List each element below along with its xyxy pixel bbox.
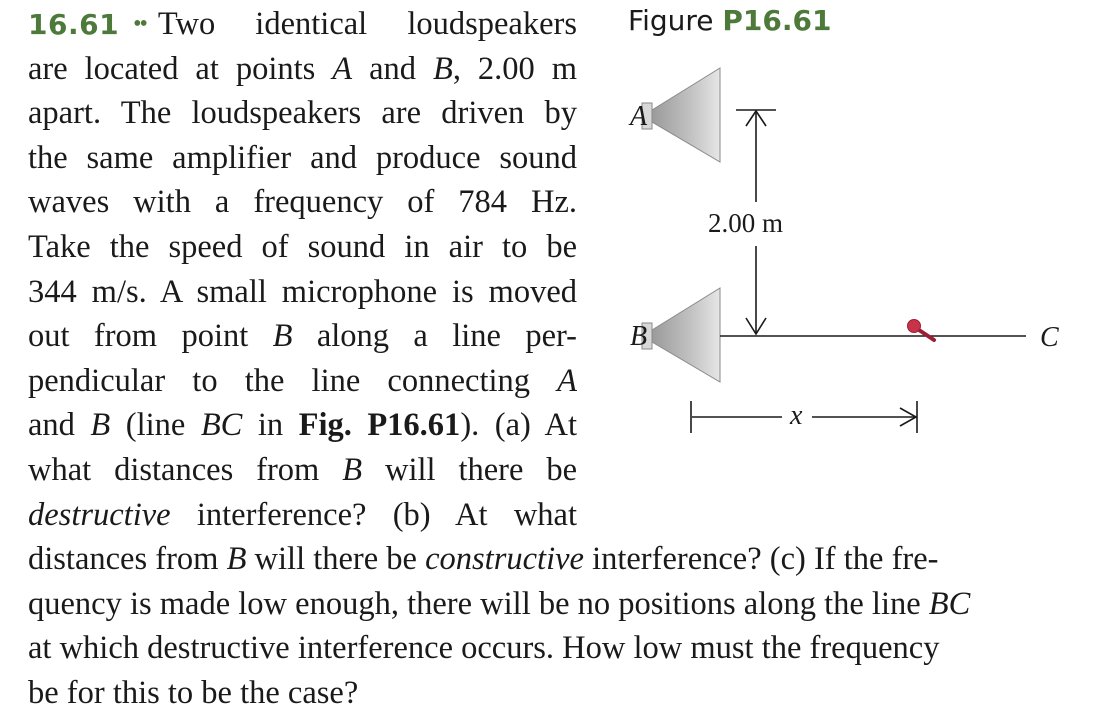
text-run: will there be [362,451,577,488]
text-run: distances from [28,541,227,578]
text-run: the same amplifier and produce sound [28,139,577,176]
dimension-label: 2.00 m [708,208,784,238]
text-run: what distances from [28,451,343,488]
text-run: Two identical loudspeakers [157,6,577,42]
text-run: out from point [28,318,273,355]
text-run: along a line per- [292,318,577,355]
label-point-c: C [1040,322,1059,353]
figure-reference[interactable]: Fig. P16.61 [298,407,461,444]
text-run: Take the speed of sound in air to be [28,228,577,265]
problem-line [28,582,1078,627]
text-run: (line [110,407,201,444]
speaker-a-icon [642,68,720,162]
text-run: B [272,318,293,355]
figure-diagram [600,50,1080,450]
text-run: ). (a) At [460,407,577,444]
distance-x-arrow [691,401,917,433]
text-run: and [352,50,433,87]
text-run: A [332,50,353,87]
text-run: BC [200,407,243,444]
problem-line [28,537,1078,582]
text-run: will there be [246,541,426,578]
problem-line [28,180,577,225]
text-run: be for this to be the case? [28,674,359,711]
text-run: apart. The loudspeakers are driven by [28,95,577,132]
text-run: B [342,451,363,488]
text-run: 344 m/s. A small microphone is moved [28,273,577,310]
problem-line [28,359,577,404]
text-run: waves with a frequency of 784 Hz. [28,184,577,221]
problem-line [28,671,1078,716]
text-run: BC [928,585,971,622]
problem-line [28,448,577,493]
text-run: destructive [28,496,171,533]
problem-line [28,403,577,448]
microphone-icon [908,320,935,341]
figure-caption [628,3,831,39]
text-run: , 2.00 m [452,50,577,87]
text-run: interference? (b) At what [170,496,577,533]
problem-line [28,136,577,181]
text-run: pendicular to the line connecting [28,362,558,399]
text-run: B [226,541,247,578]
speaker-b-icon [642,288,720,382]
text-run: are located at points [28,50,333,87]
figure-caption-prefix: Figure [628,4,723,37]
problem-line [28,270,577,315]
text-run: in [242,407,299,444]
label-point-b: B [630,321,648,352]
text-run: B [432,50,453,87]
problem-line [28,2,577,47]
text-run: constructive [425,541,584,578]
problem-line [28,47,577,92]
problem-line [28,91,577,136]
difficulty-dots: •• [133,11,146,37]
problem-line [28,225,577,270]
text-run: A [557,362,577,399]
text-run: interference? (c) If the fre- [583,541,939,578]
text-run: B [90,407,111,444]
text-run: and [28,407,91,444]
problem-line [28,314,577,359]
figure-svg [600,50,1080,450]
problem-number: 16.61 [28,8,120,41]
text-run: quency is made low enough, there will be no positions along the line [28,585,929,622]
problem-line [28,493,577,538]
figure-number: P16.61 [722,4,832,37]
text-run: at which destructive interference occurs. How low must the frequency [28,630,940,667]
label-distance-x: x [790,400,803,431]
problem-line [28,626,1078,671]
label-point-a: A [630,101,648,132]
